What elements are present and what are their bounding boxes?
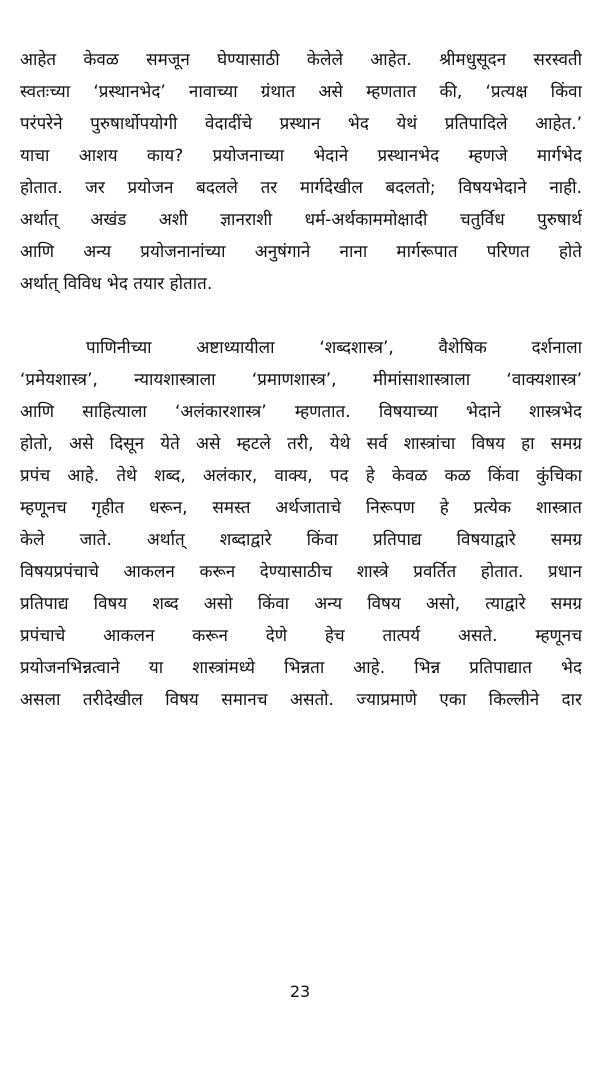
- text-line: आहेत केवळ समजून घेण्यासाठी केलेले आहेत. श्रीमधुसूदन सरस्वती: [20, 50, 582, 70]
- text-line: आणि अन्य प्रयोजनानांच्या अनुषंगाने नाना मार्गरूपात परिणत होते: [20, 242, 582, 262]
- text-line: याचा आशय काय? प्रयोजनाच्या भेदाने प्रस्थानभेद म्हणजे मार्गभेद: [20, 146, 582, 166]
- text-line: केले जाते. अर्थात् शब्दाद्वारे किंवा प्रतिपाद्य विषयाद्वारे समग्र: [20, 530, 582, 550]
- text-line: अर्थात् अखंड अशी ज्ञानराशी धर्म-अर्थकाममोक्षादी चतुर्विध पुरुषार्थ: [20, 210, 582, 230]
- text-line: होतो, असे दिसून येते असे म्हटले तरी, येथे सर्व शास्त्रांचा विषय हा समग्र: [20, 434, 582, 454]
- text-line: म्हणूनच गृहीत धरून, समस्त अर्थजाताचे निरूपण हे प्रत्येक शास्त्रात: [20, 498, 582, 518]
- text-line: असला तरीदेखील विषय समानच असतो. ज्याप्रमाणे एका किल्लीने दार: [20, 690, 582, 710]
- text-line: प्रपंच आहे. तेथे शब्द, अलंकार, वाक्य, पद हे केवळ कळ किंवा कुंचिका: [20, 466, 582, 486]
- text-line: स्वतःच्या ‘प्रस्थानभेद’ नावाच्या ग्रंथात असे म्हणतात की, ‘प्रत्यक्ष किंवा: [20, 82, 582, 102]
- text-line: होतात. जर प्रयोजन बदलले तर मार्गदेखील बदलतो; विषयभेदाने नाही.: [20, 178, 582, 198]
- text-line: प्रपंचाचे आकलन करून देणे हेच तात्पर्य असते. म्हणूनच: [20, 626, 582, 646]
- paragraph-1: [20, 44, 582, 300]
- body-text: [20, 44, 582, 716]
- paragraph-2: [20, 332, 582, 716]
- text-line: प्रयोजनभिन्नत्वाने या शास्त्रांमध्ये भिन्नता आहे. भिन्न प्रतिपाद्यात भेद: [20, 658, 582, 678]
- text-line: पाणिनीच्या अष्टाध्यायीला ‘शब्दशास्त्र’, वैशेषिक दर्शनाला: [86, 338, 582, 358]
- page-number: 23: [289, 982, 311, 1001]
- text-line: ‘प्रमेयशास्त्र’, न्यायशास्त्राला ‘प्रमाणशास्त्र’, मीमांसाशास्त्राला ‘वाक्यशास्त्र’: [20, 370, 582, 390]
- text-line: अर्थात् विविध भेद तयार होतात.: [20, 274, 213, 294]
- text-line: प्रतिपाद्य विषय शब्द असो किंवा अन्य विषय असो, त्याद्वारे समग्र: [20, 594, 582, 614]
- text-line: आणि साहित्याला ‘अलंकारशास्त्र’ म्हणतात. विषयाच्या भेदाने शास्त्रभेद: [20, 402, 582, 422]
- text-line: परंपरेने पुरुषार्थोपयोगी वेदादींचे प्रस्थान भेद येथं प्रतिपादिले आहेत.’: [20, 114, 582, 134]
- text-line: विषयप्रपंचाचे आकलन करून देण्यासाठीच शास्त्रे प्रवर्तित होतात. प्रधान: [20, 562, 582, 582]
- paragraph-spacer: [20, 300, 582, 332]
